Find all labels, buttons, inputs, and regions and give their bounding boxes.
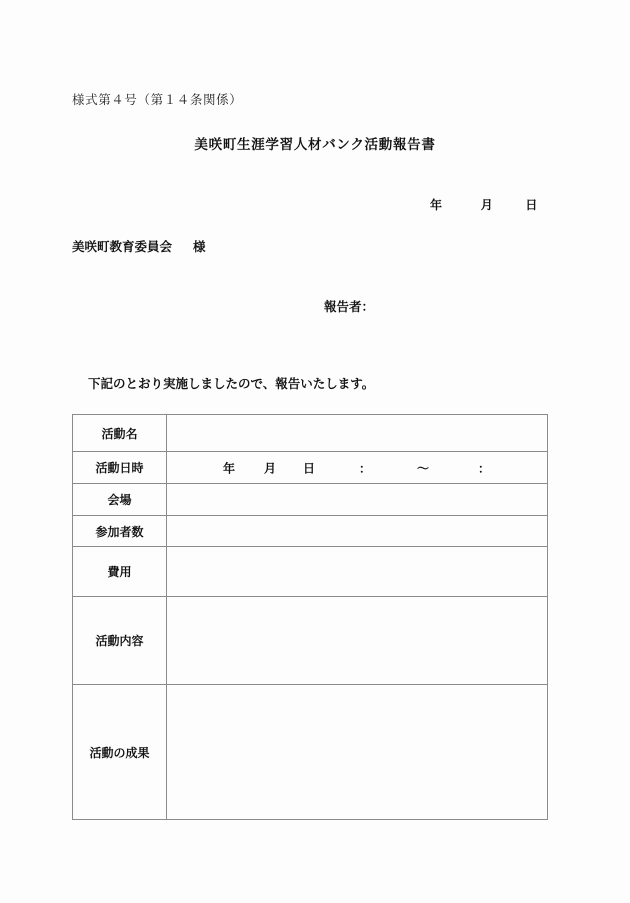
- row-value-cost[interactable]: [167, 547, 548, 597]
- statement-text: 下記のとおり実施しましたので、報告いたします。: [88, 377, 375, 391]
- row-value-activity-outcome[interactable]: [167, 685, 548, 820]
- row-value-venue[interactable]: [167, 484, 548, 516]
- table-row: [73, 516, 548, 547]
- recipient-honorific: 様: [192, 240, 206, 254]
- table-row: [73, 415, 548, 452]
- reporter-label: 報告者：: [324, 300, 375, 314]
- datetime-day: 日: [303, 461, 316, 475]
- row-value-activity-content[interactable]: [167, 597, 548, 685]
- activity-report-table: [72, 414, 548, 820]
- row-value-activity-name[interactable]: [167, 415, 548, 452]
- row-label-venue: 会場: [73, 484, 167, 516]
- row-value-participant-count[interactable]: [167, 516, 548, 547]
- table-row: [73, 685, 548, 820]
- table-row: [73, 452, 548, 484]
- header-date-month: 月: [480, 198, 493, 212]
- recipient-name: 美咲町教育委員会: [72, 240, 173, 254]
- row-label-participant-count: 参加者数: [73, 516, 167, 547]
- datetime-year: 年: [223, 461, 236, 475]
- table-row: [73, 597, 548, 685]
- form-number-label: 様式第４号（第１４条関係）: [72, 93, 243, 107]
- datetime-end-time-separator: ：: [478, 461, 491, 475]
- row-label-activity-content: 活動内容: [73, 597, 167, 685]
- datetime-start-time-separator: ：: [359, 461, 372, 475]
- row-label-activity-outcome: 活動の成果: [73, 685, 167, 820]
- row-value-activity-datetime[interactable]: [167, 452, 548, 484]
- row-label-activity-datetime: 活動日時: [73, 452, 167, 484]
- header-date-line: [430, 196, 537, 213]
- row-label-activity-name: 活動名: [73, 415, 167, 452]
- header-date-day: 日: [525, 198, 538, 212]
- document-title: 美咲町生涯学習人材バンク活動報告書: [194, 137, 436, 152]
- header-date-year: 年: [430, 198, 443, 212]
- table-row: [73, 547, 548, 597]
- datetime-month: 月: [264, 461, 277, 475]
- recipient-line: [72, 237, 206, 255]
- table-row: [73, 484, 548, 516]
- datetime-range-separator: ～: [417, 461, 430, 475]
- row-label-cost: 費用: [73, 547, 167, 597]
